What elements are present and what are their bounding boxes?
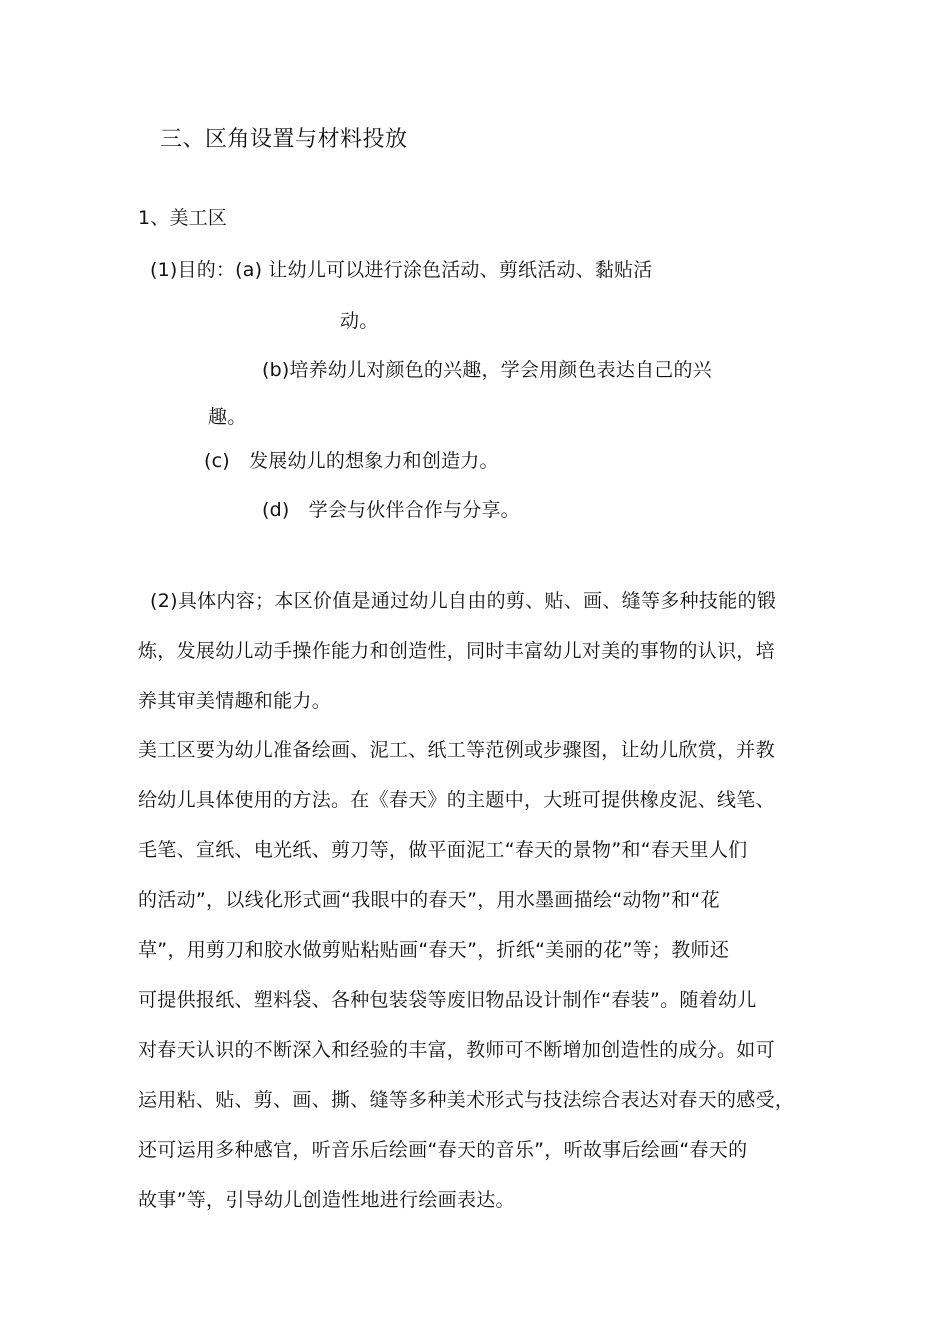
content-line: 的活动”，以线化形式画“我眼中的春天”，用水墨画描绘“动物”和“花 [138, 889, 720, 911]
goal-line-2: 动。 [340, 310, 379, 332]
content-line: 还可运用多种感官，听音乐后绘画“春天的音乐”，听故事后绘画“春天的 [138, 1139, 748, 1161]
goal-line-3: (b)培养幼儿对颜色的兴趣，学会用颜色表达自己的兴 [262, 359, 712, 381]
section-title: 三、区角设置与材料投放 [160, 127, 408, 152]
content-line: 运用粘、贴、剪、画、撕、缝等多种美术形式与技法综合表达对春天的感受， [138, 1089, 795, 1111]
goal-line-5: (c) 发展幼儿的想象力和创造力。 [204, 450, 499, 472]
content-line: 美工区要为幼儿准备绘画、泥工、纸工等范例或步骤图，让幼儿欣赏，并教 [138, 739, 775, 761]
goal-line-4: 趣。 [208, 406, 247, 428]
content-line: 可提供报纸、塑料袋、各种包装袋等废旧物品设计制作“春装”。随着幼儿 [138, 989, 757, 1011]
goal-line-1: (1)目的：(a) 让幼儿可以进行涂色活动、剪纸活动、黏贴活 [150, 259, 653, 281]
content-line: 对春天认识的不断深入和经验的丰富，教师可不断增加创造性的成分。如可 [138, 1039, 775, 1061]
content-line: 毛笔、宣纸、电光纸、剪刀等，做平面泥工“春天的景物”和“春天里人们 [138, 839, 748, 861]
content-line: (2)具体内容；本区价值是通过幼儿自由的剪、贴、画、缝等多种技能的锻 [150, 590, 777, 612]
content-line: 炼，发展幼儿动手操作能力和创造性，同时丰富幼儿对美的事物的认识，培 [138, 640, 775, 662]
content-line: 养其审美情趣和能力。 [138, 690, 332, 712]
content-line: 给幼儿具体使用的方法。在《春天》的主题中，大班可提供橡皮泥、线笔、 [138, 789, 775, 811]
content-line: 故事”等，引导幼儿创造性地进行绘画表达。 [138, 1189, 515, 1211]
goal-line-6: (d) 学会与伙伴合作与分享。 [262, 499, 520, 521]
subsection-title: 1、美工区 [138, 207, 228, 229]
content-line: 草”，用剪刀和胶水做剪贴粘贴画“春天”，折纸“美丽的花”等；教师还 [138, 939, 730, 961]
